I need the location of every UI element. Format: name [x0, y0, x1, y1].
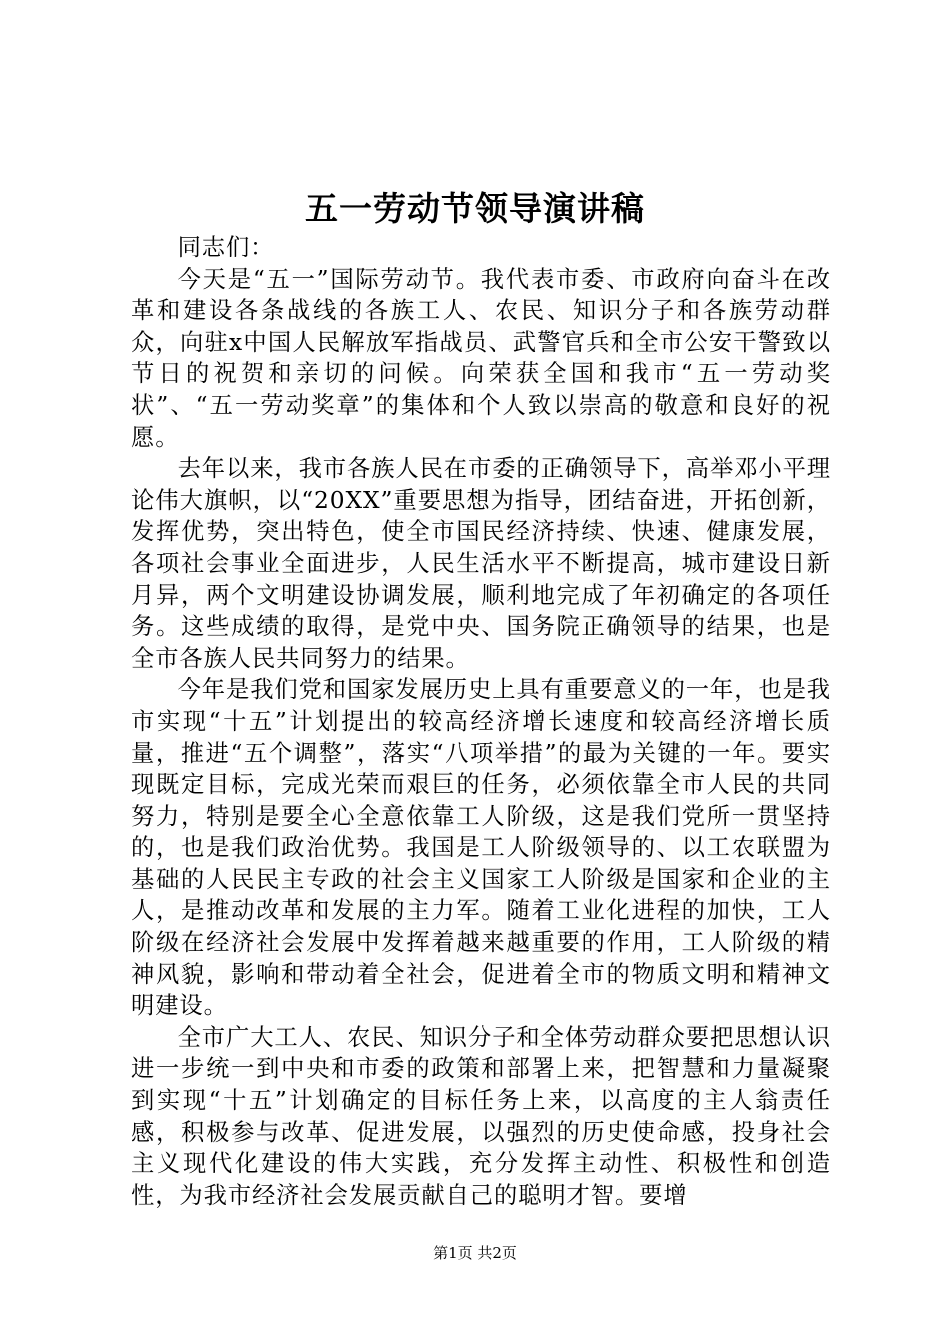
paragraph-1: 今天是“五一”国际劳动节。我代表市委、市政府向奋斗在改革和建设各条战线的各族工人、农民、知识分子和各族劳动群众，向驻x中国人民解放军指战员、武警官兵和全市公安干警致以节日的祝贺和亲切的问候。向荣获全国和我市“五一劳动奖状”、“五一劳动奖章”的集体和个人致以崇高的敬意和良好的祝愿。	[131, 265, 831, 451]
document-body	[131, 232, 831, 1211]
page-footer: 第1页 共2页	[433, 1244, 517, 1262]
salutation: 同志们：	[177, 234, 275, 261]
document-title: 五一劳动节领导演讲稿	[305, 189, 645, 228]
paragraph-3: 今年是我们党和国家发展历史上具有重要意义的一年，也是我市实现“十五”计划提出的较高经济增长速度和较高经济增长质量，推进“五个调整”，落实“八项举措”的最为关键的一年。要实现既定目标，完成光荣而艰巨的任务，必须依靠全市人民的共同努力，特别是要全心全意依靠工人阶级，这是我们党所一贯坚持的，也是我们政治优势。我国是工人阶级领导的、以工农联盟为基础的人民民主专政的社会主义国家工人阶级是国家和企业的主人，是推动改革和发展的主力军。随着工业化进程的加快，工人阶级在经济社会发展中发挥着越来越重要的作用，工人阶级的精神风貌，影响和带动着全社会，促进着全市的物质文明和精神文明建设。	[131, 676, 831, 1020]
paragraph-2: 去年以来，我市各族人民在市委的正确领导下，高举邓小平理论伟大旗帜，以“20XX”重要思想为指导，团结奋进，开拓创新，发挥优势，突出特色，使全市国民经济持续、快速、健康发展，各项社会事业全面进步，人民生活水平不断提高，城市建设日新月异，两个文明建设协调发展，顺利地完成了年初确定的各项任务。这些成绩的取得，是党中央、国务院正确领导的结果，也是全市各族人民共同努力的结果。	[131, 455, 831, 672]
paragraph-4: 全市广大工人、农民、知识分子和全体劳动群众要把思想认识进一步统一到中央和市委的政策和部署上来，把智慧和力量凝聚到实现“十五”计划确定的目标任务上来，以高度的主人翁责任感，积极参与改革、促进发展，以强烈的历史使命感，投身社会主义现代化建设的伟大实践，充分发挥主动性、积极性和创造性，为我市经济社会发展贡献自己的聪明才智。要增	[131, 1023, 831, 1209]
